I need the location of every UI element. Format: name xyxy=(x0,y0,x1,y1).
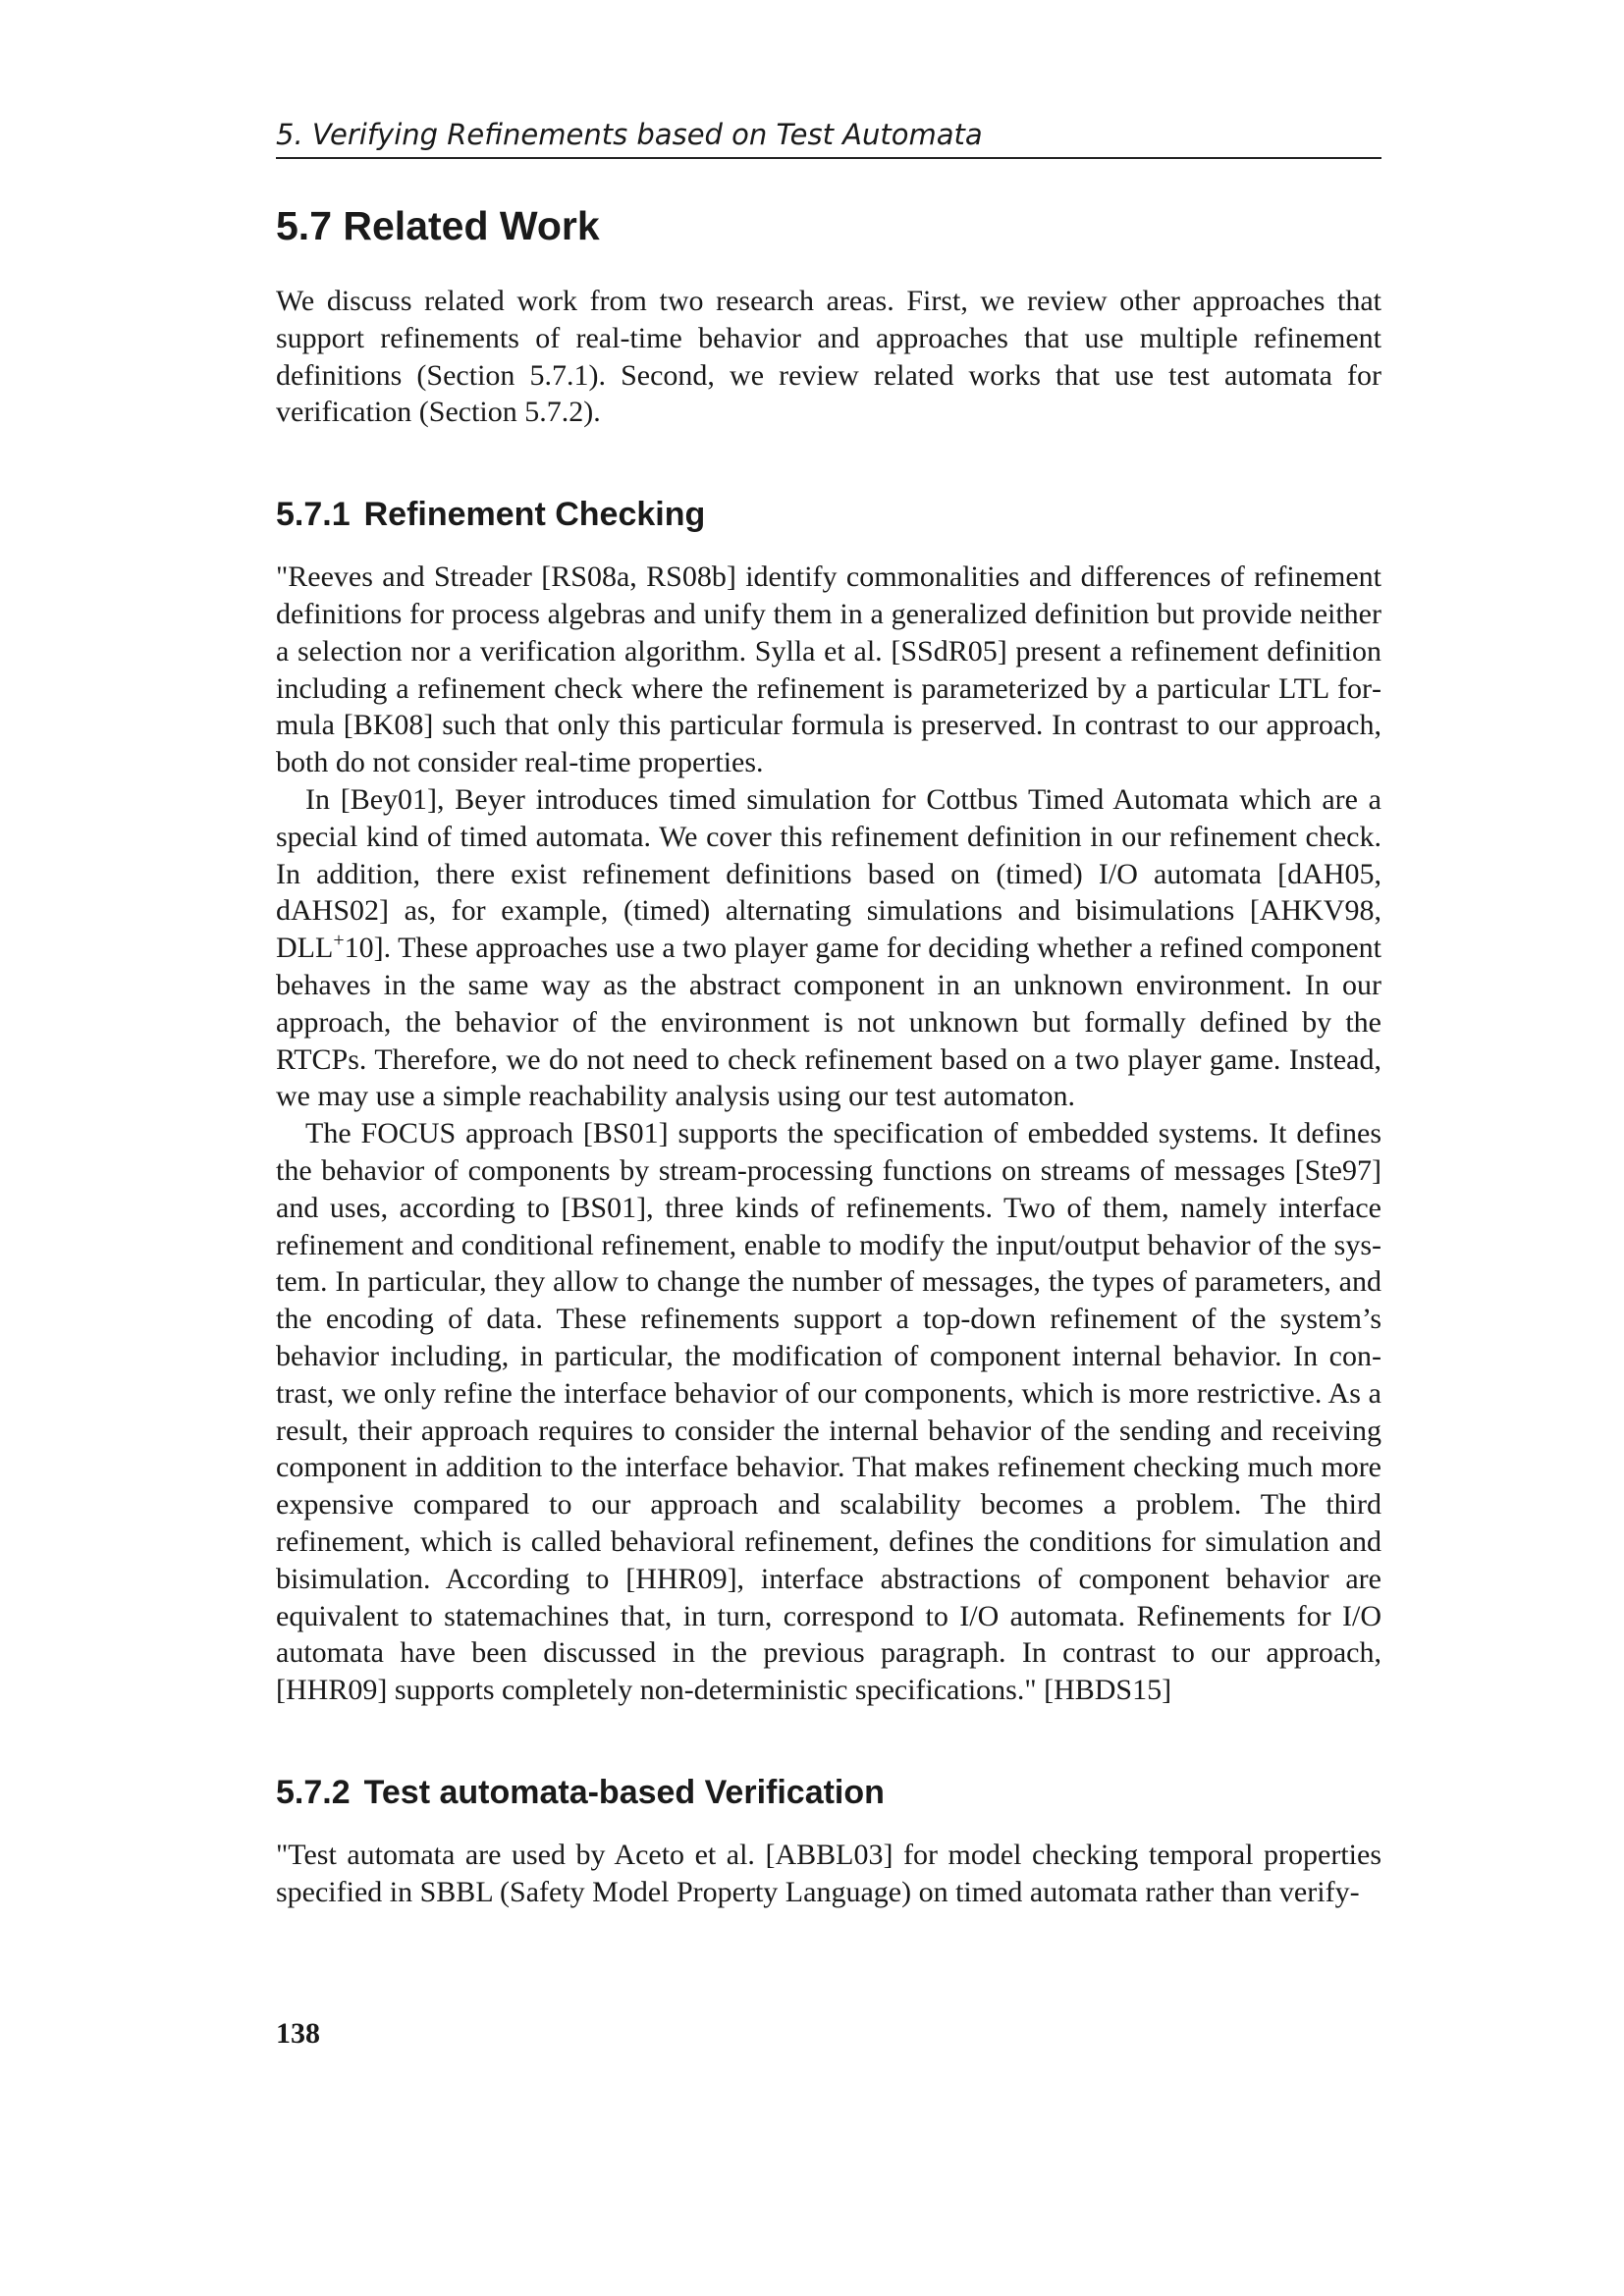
running-header: 5. Verifying Refinements based on Test Automata xyxy=(276,112,1381,159)
subsection-heading-test-automata xyxy=(276,1768,1381,1817)
body-paragraph: "Test automata are used by Aceto et al. [ABBL03] for model checking temporal properties specified in SBBL (Safety Model Property Language) on timed automata rather than verify- xyxy=(276,1838,1381,1908)
section-title: 5.7 Related Work xyxy=(276,203,600,248)
section-intro-paragraph: We discuss related work from two research areas. First, we review other approaches that support refinements of real-time behavior and approaches that use multiple refinement definitions (Section 5.7.1). Second, we review related works that use test automata for verification (Section 5.7.2). xyxy=(276,285,1381,429)
subsection-title: Refinement Checking xyxy=(363,496,706,534)
subsection-number: 5.7.2 xyxy=(276,1773,351,1811)
page-number: 138 xyxy=(276,2017,320,2050)
subsection-heading-refinement-checking xyxy=(276,490,1381,539)
body-paragraph xyxy=(276,781,1381,1115)
paragraph-text: 10]. These approaches use a two player game for deciding whether a refined component behaves in the same way as the abstract component in an unknown environment. In our approach, the behavior of the environment is not unknown but formally defined by the RTCPs. Therefore, we do not need to check refinement based on a two player game. Instead, we may use a simple reachability analysis using our test automaton. xyxy=(276,932,1381,1113)
subsection-number: 5.7.1 xyxy=(276,496,351,534)
body-paragraph: The FOCUS approach [BS01] supports the specification of embedded systems. It defines the behavior of components by stream-processing functions on streams of messages [Ste97] and uses, according to [BS01], three kinds of refinements. Two of them, namely interface refinement and conditional refinement, enable to modify the input/output behavior of the system. In particular, they allow to change the number of messages, the types of parameters, and the encoding of data. These refinements support a top-down refinement of the system’s behavior including, in particular, the modification of component internal behavior. In contrast, we only refine the interface behavior of our components, which is more restrictive. As a result, their approach requires to consider the internal behavior of the sending and receiving component in addition to the interface behavior. That makes refinement checking much more expensive compared to our approach and scalability becomes a problem. The third refinement, which is called behavioral refinement, defines the conditions for simulation and bisimulation. According to [HHR09], interface abstractions of component behavior are equivalent to statemachines that, in turn, correspond to I/O automata. Refinements for I/O automata have been discussed in the previous paragraph. In contrast to our approach, [HHR09] supports completely non-deterministic specifications." [HBDS15] xyxy=(276,1117,1381,1707)
superscript: + xyxy=(333,930,345,952)
body-paragraph: "Reeves and Streader [RS08a, RS08b] identify commonalities and differences of refinement definitions for process algebras and unify them in a generalized definition but provide neither a selection nor a verification algorithm. Sylla et al. [SSdR05] present a refinement definition including a refinement check where the refinement is parameterized by a particular LTL formula [BK08] such that only this particular formula is preserved. In contrast to our approach, both do not consider real-time properties. xyxy=(276,561,1381,779)
page-body xyxy=(276,196,1381,1910)
paragraph-text: In [Bey01], Beyer introduces timed simulation for Cottbus Timed Automata which are a special kind of timed automata. We cover this refinement definition in our refinement check. In addition, there exist refinement definitions based on (timed) I/O automata [dAH05, dAHS02] as, for example, (timed) alternating simulations and bisimulations [AHKV98, DLL xyxy=(276,782,1381,965)
subsection-title: Test automata-based Verification xyxy=(363,1773,885,1811)
